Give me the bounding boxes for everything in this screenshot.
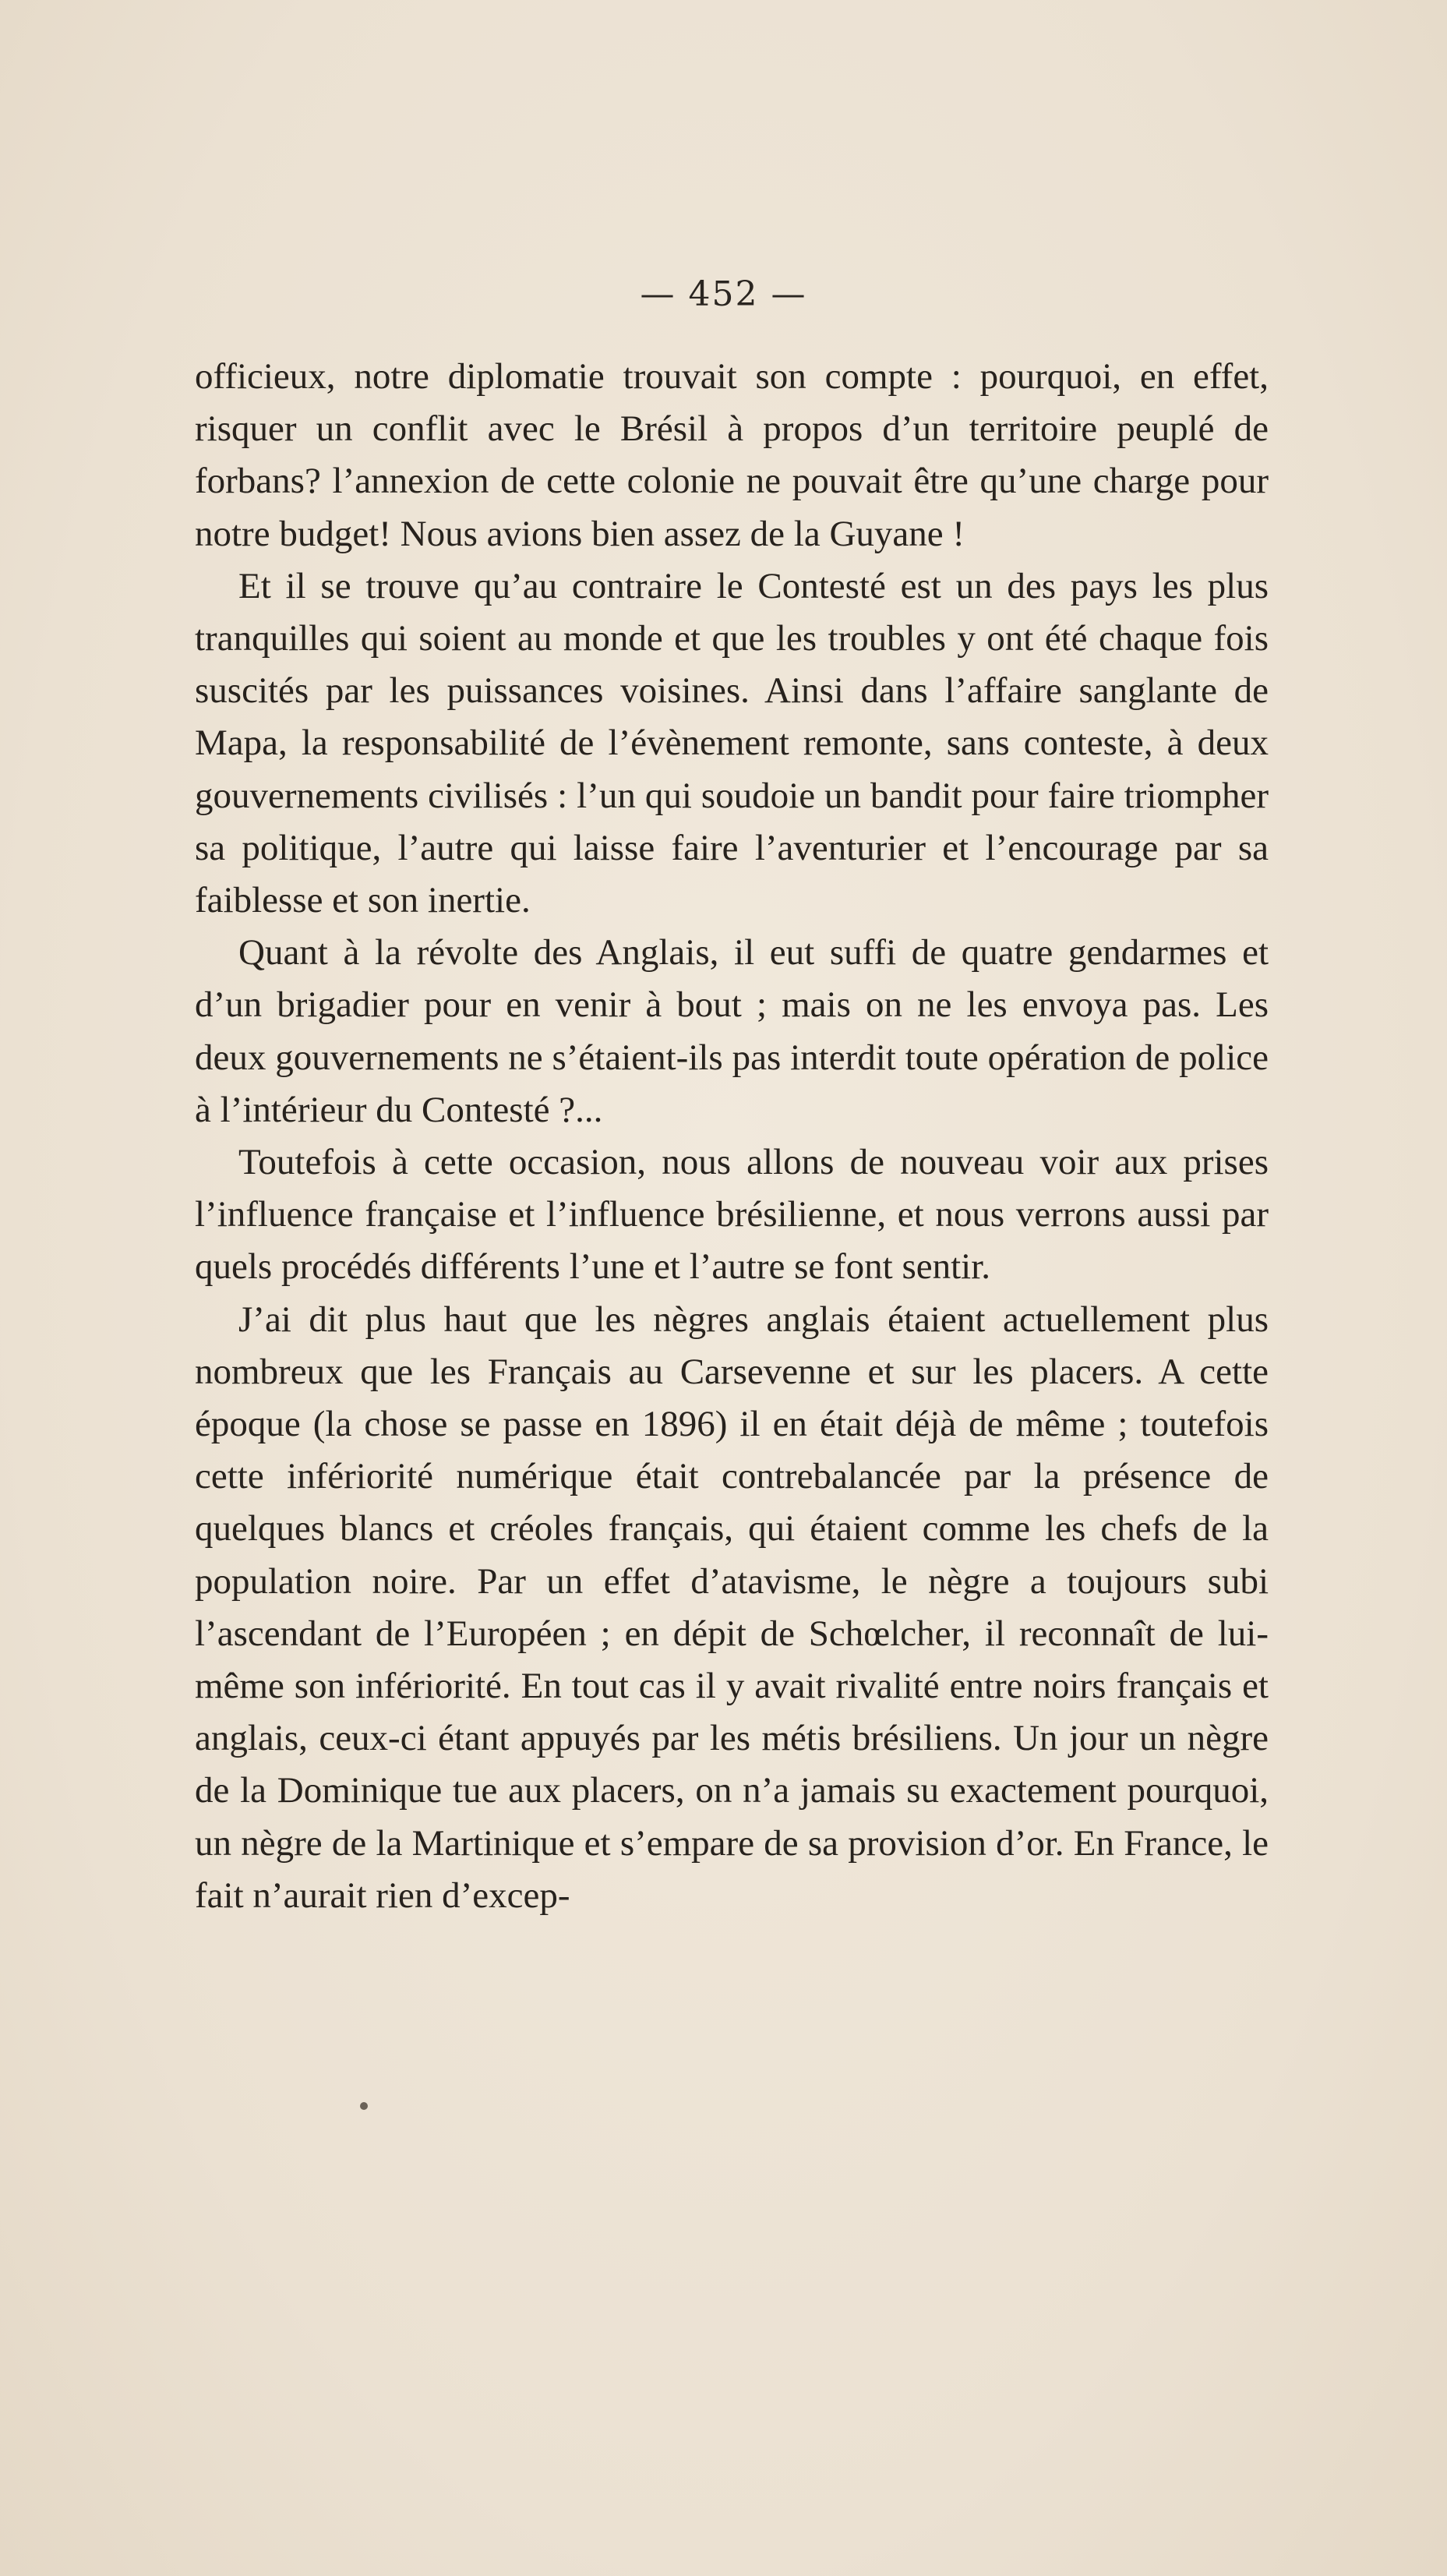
paragraph-1: officieux, notre diplomatie trouvait son compte : pourquoi, en effet, risquer un conflit avec le Brésil à propos d’un territoire peuplé de forbans? l’annexion de cette colonie ne pouvait être qu’une charge pour notre budget! Nous avions bien assez de la Guyane ! [195, 356, 1269, 554]
paragraph-4: Toutefois à cette occasion, nous allons de nouveau voir aux prises l’influence française et l’influence brésilienne, et nous verrons aussi par quels procédés différents l’une et l’autre se font sentir. [195, 1142, 1269, 1288]
paragraph-5: J’ai dit plus haut que les nègres anglais étaient actuellement plus nombreux que les Français au Carsevenne et sur les placers. A cette époque (la chose se passe en 1896) il en était déjà de même ; toutefois cette infériorité numérique était contrebalancée par la présence de quelques blancs et créoles français, qui étaient comme les chefs de la population noire. Par un effet d’atavisme, le nègre a toujours subi l’ascendant de l’Européen ; en dépit de Schœlcher, il reconnaît de lui-même son infériorité. En tout cas il y avait rivalité entre noirs français et anglais, ceux-ci étant appuyés par les métis brésiliens. Un jour un nègre de la Dominique tue aux placers, on n’a jamais su exactement pourquoi, un nègre de la Martinique et s’empare de sa provision d’or. En France, le fait n’aurait rien d’excep- [195, 1299, 1269, 1916]
body-text [195, 351, 1269, 1922]
paragraph-3: Quant à la révolte des Anglais, il eut suffi de quatre gendarmes et d’un brigadier pour en venir à bout ; mais on ne les envoya pas. Les deux gouvernements ne s’étaient-ils pas interdit toute opération de police à l’intérieur du Contesté ?... [195, 932, 1269, 1130]
page-number: — 452 — [640, 274, 807, 314]
ink-speck [360, 2102, 368, 2110]
paragraph-2: Et il se trouve qu’au contraire le Contesté est un des pays les plus tranquilles qui soient au monde et que les troubles y ont été chaque fois suscités par les puissances voisines. Ainsi dans l’affaire sanglante de Mapa, la responsabilité de l’évènement remonte, sans conteste, à deux gouvernements civilisés : l’un qui soudoie un bandit pour faire triompher sa politique, l’autre qui laisse faire l’aventurier et l’encourage par sa faiblesse et son inertie. [195, 565, 1269, 921]
